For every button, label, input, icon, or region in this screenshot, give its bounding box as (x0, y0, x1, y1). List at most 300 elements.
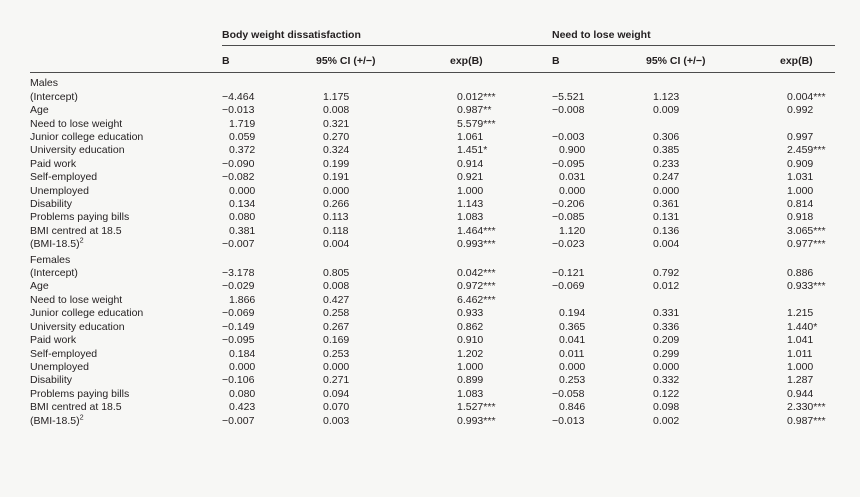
cell-value: 0.113 (323, 211, 349, 224)
cell-g2-b (552, 321, 646, 334)
cell-value: 0.118 (323, 224, 349, 237)
cell-value: 0.972*** (457, 280, 496, 293)
table-header (30, 22, 835, 73)
row-variable-label: University education (30, 320, 125, 333)
cell-value: 0.385 (653, 144, 680, 157)
cell-value: 0.944 (787, 387, 814, 400)
cell-g2-ci (646, 171, 780, 184)
cell-g2-ci (646, 158, 780, 171)
table-row (30, 321, 835, 334)
cell-value: 0.000 (229, 360, 256, 373)
group-header-spacer (30, 22, 222, 46)
row-variable-label: Age (30, 104, 49, 117)
cell-g1-exp (450, 225, 552, 238)
cell-g2-exp (780, 361, 835, 374)
cell-g1-ci (316, 198, 450, 211)
cell-g1-b (222, 158, 316, 171)
cell-value: 1.120 (559, 224, 586, 237)
cell-value: 0.918 (787, 211, 814, 224)
table-row (30, 415, 835, 428)
cell-value: 0.209 (653, 334, 680, 347)
cell-g2-b (552, 198, 646, 211)
table-row (30, 348, 835, 361)
row-variable-label: University education (30, 144, 125, 157)
cell-value: 6.462*** (457, 293, 496, 306)
row-variable-label: Self-employed (30, 347, 98, 360)
cell-g2-b (552, 91, 646, 104)
cell-value: −0.007 (222, 414, 255, 427)
row-variable-label: Unemployed (30, 184, 89, 197)
cell-value: 0.008 (323, 280, 350, 293)
cell-g1-b (222, 118, 316, 131)
table-row (30, 225, 835, 238)
cell-g1-exp (450, 361, 552, 374)
cell-value: 0.184 (229, 347, 256, 360)
cell-value: 1.011 (787, 347, 813, 360)
cell-g2-exp (780, 334, 835, 347)
section-label: Males (30, 77, 59, 90)
row-variable-label: Unemployed (30, 360, 89, 373)
cell-g2-exp (780, 131, 835, 144)
section-header-spacer-cell (450, 252, 552, 267)
cell-value: 1.143 (457, 198, 484, 211)
cell-value: −0.023 (552, 238, 585, 251)
cell-value: −0.007 (222, 238, 255, 251)
subheader-g1-b: B (222, 46, 316, 73)
cell-g2-ci (646, 307, 780, 320)
cell-g1-b (222, 388, 316, 401)
cell-value: 0.080 (229, 211, 256, 224)
cell-g2-exp (780, 144, 835, 157)
cell-g2-ci (646, 225, 780, 238)
cell-g1-ci (316, 294, 450, 307)
cell-value: −0.090 (222, 157, 255, 170)
cell-value: 0.993*** (457, 414, 496, 427)
cell-value: −0.121 (552, 267, 585, 280)
row-variable-label: BMI centred at 18.5 (30, 224, 122, 237)
cell-value: 0.886 (787, 267, 814, 280)
cell-g2-b (552, 361, 646, 374)
subheader-g1-ci: 95% CI (+/−) (316, 46, 450, 73)
cell-value: −0.085 (552, 211, 585, 224)
row-variable-label: $(BMI-18.5)^2$ (30, 235, 84, 251)
cell-g1-b (222, 401, 316, 414)
section-header-row (30, 73, 835, 91)
cell-g1-b (222, 185, 316, 198)
table-row (30, 238, 835, 251)
cell-value: 0.862 (457, 320, 484, 333)
cell-g1-ci (316, 374, 450, 387)
cell-g2-exp (780, 104, 835, 117)
section-label: Females (30, 253, 71, 266)
cell-g2-ci (646, 374, 780, 387)
cell-g2-b (552, 388, 646, 401)
table-row (30, 158, 835, 171)
cell-g1-ci (316, 211, 450, 224)
cell-value: −0.149 (222, 320, 255, 333)
cell-value: 0.094 (323, 387, 350, 400)
cell-g2-ci (646, 388, 780, 401)
section-header-row (30, 252, 835, 267)
cell-g2-exp (780, 225, 835, 238)
cell-value: 0.933 (457, 307, 484, 320)
cell-g1-b (222, 321, 316, 334)
table-row (30, 374, 835, 387)
row-variable-label: Need to lose weight (30, 117, 123, 130)
cell-value: 0.381 (229, 224, 256, 237)
cell-value: 0.012 (653, 280, 680, 293)
cell-value: 0.080 (229, 387, 256, 400)
exponent-superscript: 2 (79, 235, 84, 245)
section-header-spacer-cell (780, 73, 835, 91)
cell-g2-b (552, 171, 646, 184)
cell-value: 0.324 (323, 144, 350, 157)
cell-value: 3.065*** (787, 224, 826, 237)
subheader-g2-ci: 95% CI (+/−) (646, 46, 780, 73)
section-header-spacer-cell (780, 252, 835, 267)
cell-g2-b (552, 294, 646, 307)
cell-value: 1.287 (787, 374, 814, 387)
cell-g1-ci (316, 185, 450, 198)
table-row (30, 185, 835, 198)
cell-value: 0.423 (229, 401, 256, 414)
cell-g2-exp (780, 374, 835, 387)
cell-value: −0.029 (222, 280, 255, 293)
cell-value: 1.440* (787, 320, 818, 333)
cell-value: −0.003 (552, 131, 585, 144)
cell-value: 0.372 (229, 144, 256, 157)
cell-value: 0.136 (653, 224, 680, 237)
cell-g2-b (552, 307, 646, 320)
cell-value: 1.175 (323, 90, 350, 103)
row-variable-label: Paid work (30, 157, 77, 170)
section-header-spacer-cell (316, 73, 450, 91)
cell-value: 0.306 (653, 131, 680, 144)
cell-g2-ci (646, 280, 780, 293)
cell-g1-b (222, 91, 316, 104)
cell-g2-ci (646, 334, 780, 347)
cell-g2-exp (780, 198, 835, 211)
section-header-spacer-cell (316, 252, 450, 267)
cell-g1-b (222, 238, 316, 251)
cell-value: 1.000 (457, 184, 484, 197)
cell-value: 0.000 (653, 184, 680, 197)
cell-g2-b (552, 104, 646, 117)
cell-g2-ci (646, 185, 780, 198)
cell-g2-ci (646, 131, 780, 144)
cell-value: 1.451* (457, 144, 488, 157)
cell-value: −0.095 (222, 334, 255, 347)
table-row (30, 334, 835, 347)
cell-value: 0.004*** (787, 90, 826, 103)
table-row (30, 144, 835, 157)
cell-g1-b (222, 374, 316, 387)
cell-g2-b (552, 374, 646, 387)
cell-value: 0.331 (653, 307, 680, 320)
cell-g1-exp (450, 158, 552, 171)
cell-value: 1.123 (653, 90, 680, 103)
table-row (30, 211, 835, 224)
cell-value: 0.977*** (787, 238, 826, 251)
cell-value: 1.083 (457, 387, 484, 400)
cell-g2-b (552, 334, 646, 347)
section-header-spacer-cell (552, 252, 646, 267)
cell-g1-ci (316, 267, 450, 280)
table-row (30, 91, 835, 104)
cell-g2-ci (646, 348, 780, 361)
cell-value: 0.900 (559, 144, 586, 157)
cell-g2-ci (646, 104, 780, 117)
cell-g1-ci (316, 307, 450, 320)
cell-value: −0.106 (222, 374, 255, 387)
row-variable-label: Age (30, 280, 49, 293)
cell-value: 0.792 (653, 267, 680, 280)
cell-g2-exp (780, 171, 835, 184)
cell-g2-exp (780, 185, 835, 198)
cell-g2-ci (646, 294, 780, 307)
cell-value: 0.846 (559, 401, 586, 414)
cell-g1-ci (316, 361, 450, 374)
cell-value: 0.122 (653, 387, 680, 400)
cell-value: 0.000 (559, 360, 586, 373)
cell-value: 1.866 (229, 293, 256, 306)
cell-g1-exp (450, 211, 552, 224)
cell-value: 0.000 (559, 184, 586, 197)
cell-g1-exp (450, 144, 552, 157)
row-variable-label: Disability (30, 198, 73, 211)
row-variable-label: Self-employed (30, 171, 98, 184)
table-row (30, 294, 835, 307)
cell-value: 1.083 (457, 211, 484, 224)
cell-value: 0.031 (559, 171, 586, 184)
cell-g1-exp (450, 280, 552, 293)
cell-g1-b (222, 294, 316, 307)
cell-g1-exp (450, 294, 552, 307)
cell-value: 0.361 (653, 198, 680, 211)
cell-g2-b (552, 267, 646, 280)
row-variable-label: (Intercept) (30, 90, 78, 103)
cell-g1-exp (450, 185, 552, 198)
cell-value: 0.011 (559, 347, 585, 360)
cell-g2-ci (646, 144, 780, 157)
cell-g1-b (222, 307, 316, 320)
section-header-spacer-cell (222, 73, 316, 91)
cell-g2-exp (780, 294, 835, 307)
cell-g2-ci (646, 267, 780, 280)
row-variable-label: Need to lose weight (30, 293, 123, 306)
section-header-spacer-cell (552, 73, 646, 91)
cell-g2-exp (780, 158, 835, 171)
cell-value: −5.521 (552, 90, 585, 103)
cell-value: −3.178 (222, 267, 255, 280)
cell-value: 0.012*** (457, 90, 496, 103)
cell-g1-b (222, 225, 316, 238)
cell-g1-b (222, 415, 316, 428)
cell-value: 0.332 (653, 374, 680, 387)
section-header-spacer-cell (646, 73, 780, 91)
cell-g2-exp (780, 91, 835, 104)
cell-g1-exp (450, 401, 552, 414)
table-body (30, 73, 835, 428)
cell-g2-ci (646, 401, 780, 414)
cell-g2-b (552, 144, 646, 157)
cell-g2-exp (780, 348, 835, 361)
cell-value: −0.095 (552, 157, 585, 170)
table-row (30, 198, 835, 211)
cell-value: 0.365 (559, 320, 586, 333)
cell-value: 0.992 (787, 104, 814, 117)
table-row (30, 131, 835, 144)
cell-value: 0.997 (787, 131, 814, 144)
cell-g1-b (222, 348, 316, 361)
row-variable-label: Paid work (30, 334, 77, 347)
cell-g2-b (552, 280, 646, 293)
table-row (30, 104, 835, 117)
cell-g2-b (552, 401, 646, 414)
table-row (30, 307, 835, 320)
cell-g1-ci (316, 91, 450, 104)
cell-g1-ci (316, 388, 450, 401)
cell-value: 1.719 (229, 117, 256, 130)
cell-g1-exp (450, 321, 552, 334)
cell-g1-exp (450, 91, 552, 104)
cell-value: 2.330*** (787, 401, 826, 414)
cell-g1-b (222, 267, 316, 280)
cell-g2-ci (646, 415, 780, 428)
cell-value: 0.194 (559, 307, 586, 320)
cell-value: −0.069 (552, 280, 585, 293)
subheader-g2-exp: exp(B) (780, 46, 835, 73)
cell-value: 0.933*** (787, 280, 826, 293)
cell-value: 0.000 (229, 184, 256, 197)
cell-value: −4.464 (222, 90, 255, 103)
cell-g1-exp (450, 171, 552, 184)
cell-g1-exp (450, 334, 552, 347)
cell-g2-exp (780, 415, 835, 428)
cell-value: 0.070 (323, 401, 350, 414)
cell-value: 0.131 (653, 211, 680, 224)
cell-g2-b (552, 118, 646, 131)
cell-g2-b (552, 238, 646, 251)
cell-g1-ci (316, 415, 450, 428)
cell-value: 0.008 (323, 104, 350, 117)
cell-g1-exp (450, 388, 552, 401)
table-row (30, 401, 835, 414)
cell-g1-b (222, 104, 316, 117)
cell-g1-ci (316, 144, 450, 157)
cell-value: 0.253 (559, 374, 586, 387)
cell-value: 1.000 (787, 360, 814, 373)
table-row (30, 280, 835, 293)
cell-value: −0.008 (552, 104, 585, 117)
cell-value: 0.805 (323, 267, 350, 280)
cell-value: 0.814 (787, 198, 814, 211)
cell-value: 0.987*** (787, 414, 826, 427)
cell-g1-b (222, 198, 316, 211)
cell-value: 0.098 (653, 401, 680, 414)
cell-g1-ci (316, 348, 450, 361)
cell-g1-exp (450, 307, 552, 320)
cell-value: 0.004 (653, 238, 680, 251)
cell-value: 0.000 (323, 184, 350, 197)
cell-g1-exp (450, 267, 552, 280)
cell-value: 0.299 (653, 347, 680, 360)
cell-g2-ci (646, 211, 780, 224)
row-variable-label: Problems paying bills (30, 387, 130, 400)
cell-value: 0.270 (323, 131, 350, 144)
cell-value: 0.003 (323, 414, 350, 427)
row-variable-label: Junior college education (30, 307, 144, 320)
cell-g2-exp (780, 388, 835, 401)
group-header-row (30, 22, 835, 46)
cell-value: 0.000 (653, 360, 680, 373)
cell-value: 0.910 (457, 334, 484, 347)
cell-value: 1.041 (787, 334, 814, 347)
cell-g2-exp (780, 118, 835, 131)
cell-g1-exp (450, 198, 552, 211)
section-header-spacer-cell (222, 252, 316, 267)
cell-g2-b (552, 415, 646, 428)
cell-g1-ci (316, 158, 450, 171)
cell-value: 0.427 (323, 293, 350, 306)
subheader-row (30, 46, 835, 73)
row-variable-label: Problems paying bills (30, 211, 130, 224)
cell-value: −0.058 (552, 387, 585, 400)
table-row (30, 388, 835, 401)
table-row (30, 361, 835, 374)
cell-g1-ci (316, 171, 450, 184)
cell-g1-ci (316, 225, 450, 238)
subheader-g2-b: B (552, 46, 646, 73)
cell-value: −0.013 (222, 104, 255, 117)
cell-value: 5.579*** (457, 117, 496, 130)
cell-g2-exp (780, 280, 835, 293)
cell-value: −0.013 (552, 414, 585, 427)
cell-g1-b (222, 131, 316, 144)
cell-g1-b (222, 361, 316, 374)
cell-g2-b (552, 158, 646, 171)
section-header-spacer-cell (450, 73, 552, 91)
cell-value: 0.253 (323, 347, 350, 360)
row-variable-label: Disability (30, 374, 73, 387)
cell-g1-exp (450, 131, 552, 144)
cell-value: 0.000 (323, 360, 350, 373)
cell-g1-b (222, 211, 316, 224)
cell-value: 1.061 (457, 131, 484, 144)
cell-value: 0.169 (323, 334, 350, 347)
cell-g2-ci (646, 91, 780, 104)
cell-g2-ci (646, 361, 780, 374)
cell-value: −0.206 (552, 198, 585, 211)
cell-value: 0.199 (323, 157, 350, 170)
cell-value: 0.914 (457, 157, 484, 170)
cell-value: 0.002 (653, 414, 680, 427)
cell-value: 1.031 (787, 171, 814, 184)
cell-g2-exp (780, 211, 835, 224)
cell-value: 0.247 (653, 171, 680, 184)
cell-g1-b (222, 144, 316, 157)
cell-value: −0.069 (222, 307, 255, 320)
cell-value: 1.464*** (457, 224, 496, 237)
cell-g2-b (552, 131, 646, 144)
cell-g2-ci (646, 198, 780, 211)
cell-g1-exp (450, 348, 552, 361)
cell-value: 1.202 (457, 347, 484, 360)
subheader-g1-exp: exp(B) (450, 46, 552, 73)
cell-g2-exp (780, 307, 835, 320)
cell-g2-ci (646, 238, 780, 251)
cell-g2-exp (780, 321, 835, 334)
